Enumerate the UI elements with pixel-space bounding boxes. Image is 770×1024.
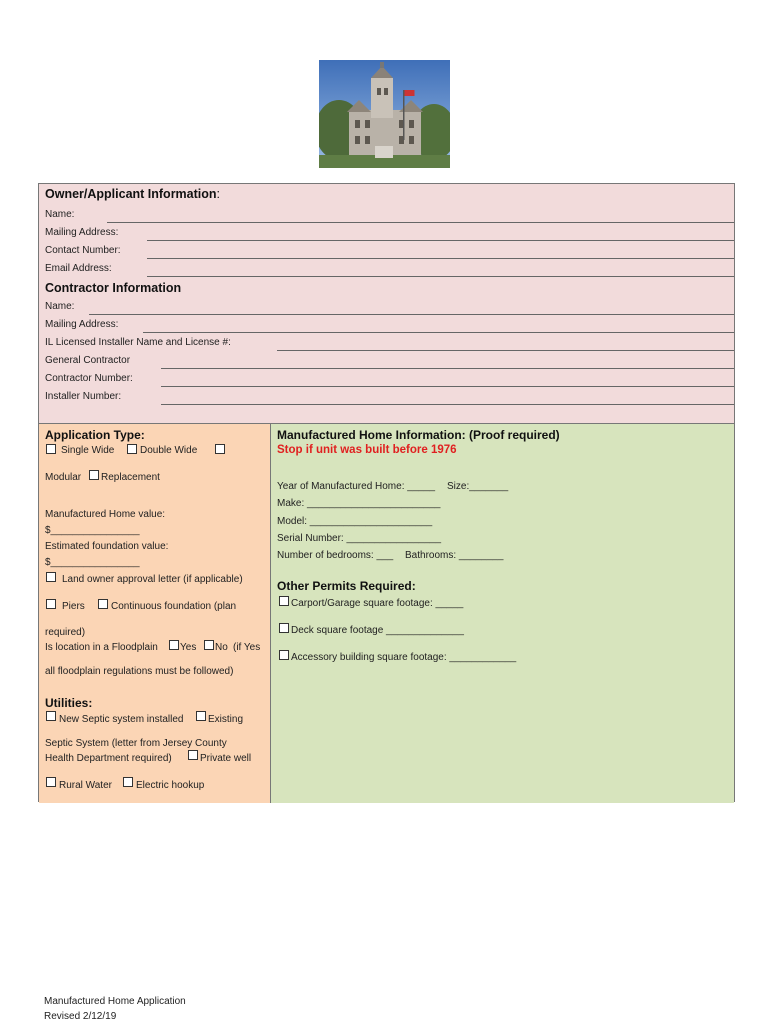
owner-name-label: Name: xyxy=(45,209,75,220)
home-value-label: Manufactured Home value: xyxy=(45,509,166,520)
bathrooms-field[interactable]: Bathrooms: ________ xyxy=(405,550,504,561)
other-permits-heading: Other Permits Required: xyxy=(277,579,416,593)
carport-label: Carport/Garage square footage: _____ xyxy=(291,598,464,609)
rural-water-label: Rural Water xyxy=(59,780,112,791)
single-wide-checkbox[interactable] xyxy=(46,444,56,454)
double-wide-checkbox[interactable] xyxy=(127,444,137,454)
contractor-mailing-label: Mailing Address: xyxy=(45,319,119,330)
foundation-value-field[interactable]: $________________ xyxy=(45,557,140,568)
owner-heading: Owner/Applicant Information: xyxy=(45,187,221,201)
continuous-foundation-checkbox[interactable] xyxy=(98,599,108,609)
carport-checkbox[interactable] xyxy=(279,596,289,606)
health-department-text: Health Department required) xyxy=(45,753,172,764)
continuous-foundation-label: Continuous foundation (plan xyxy=(111,601,237,612)
bedrooms-field[interactable]: Number of bedrooms: ___ xyxy=(277,550,394,561)
electric-hookup-checkbox[interactable] xyxy=(123,777,133,787)
accessory-building-checkbox[interactable] xyxy=(279,650,289,660)
single-wide-label: Single Wide xyxy=(61,445,115,456)
contractor-mailing-field[interactable] xyxy=(143,332,734,333)
deck-label: Deck square footage ______________ xyxy=(291,625,464,636)
modular-label: Modular xyxy=(45,472,82,483)
contractor-name-field[interactable] xyxy=(89,314,734,315)
floodplain-no-checkbox[interactable] xyxy=(204,640,214,650)
piers-checkbox[interactable] xyxy=(46,599,56,609)
owner-name-field[interactable] xyxy=(107,222,734,223)
installer-license-field[interactable] xyxy=(277,350,734,351)
floodplain-note: all floodplain regulations must be followed) xyxy=(45,666,234,677)
model-field[interactable]: Model: ______________________ xyxy=(277,516,433,527)
owner-email-field[interactable] xyxy=(147,276,734,277)
home-info-heading: Manufactured Home Information: (Proof required) xyxy=(277,428,560,442)
contractor-number-label: Contractor Number: xyxy=(45,373,133,384)
floodplain-yes-label: Yes xyxy=(180,642,197,653)
year-field[interactable]: Year of Manufactured Home: _____ xyxy=(277,481,436,492)
application-form xyxy=(38,183,735,802)
double-wide-label: Double Wide xyxy=(140,445,198,456)
contractor-heading: Contractor Information xyxy=(45,281,182,295)
floodplain-if-yes-text: (if Yes xyxy=(233,642,261,653)
footer-title: Manufactured Home Application xyxy=(44,996,186,1007)
private-well-label: Private well xyxy=(200,753,252,764)
serial-number-field[interactable]: Serial Number: _________________ xyxy=(277,533,442,544)
home-information-section xyxy=(271,423,734,803)
courthouse-photo xyxy=(319,60,450,168)
plan-required-text: required) xyxy=(45,627,86,638)
application-type-section xyxy=(39,423,271,803)
make-field[interactable]: Make: ________________________ xyxy=(277,498,441,509)
home-value-field[interactable]: $________________ xyxy=(45,525,140,536)
owner-contractor-section xyxy=(39,184,734,423)
owner-contact-field[interactable] xyxy=(147,258,734,259)
land-owner-label: Land owner approval letter (if applicable) xyxy=(62,574,243,585)
installer-number-label: Installer Number: xyxy=(45,391,122,402)
general-contractor-label: General Contractor xyxy=(45,355,131,366)
owner-email-label: Email Address: xyxy=(45,263,112,274)
accessory-building-label: Accessory building square footage: ____________ xyxy=(291,652,517,663)
floodplain-yes-checkbox[interactable] xyxy=(169,640,179,650)
electric-hookup-label: Electric hookup xyxy=(136,780,205,791)
general-contractor-field[interactable] xyxy=(161,368,734,369)
application-type-heading: Application Type: xyxy=(45,428,145,442)
replacement-checkbox[interactable] xyxy=(89,470,99,480)
owner-mailing-label: Mailing Address: xyxy=(45,227,119,238)
floodplain-no-label: No xyxy=(215,642,228,653)
size-field[interactable]: Size:_______ xyxy=(447,481,509,492)
owner-mailing-field[interactable] xyxy=(147,240,734,241)
existing-septic-label: Existing xyxy=(208,714,244,725)
installer-license-label: IL Licensed Installer Name and License #: xyxy=(45,337,231,348)
septic-system-text: Septic System (letter from Jersey County xyxy=(45,738,227,749)
contractor-number-field[interactable] xyxy=(161,386,734,387)
replacement-label: Replacement xyxy=(101,472,160,483)
foundation-value-label: Estimated foundation value: xyxy=(45,541,169,552)
private-well-checkbox[interactable] xyxy=(188,750,198,760)
floodplain-label: Is location in a Floodplain xyxy=(45,642,158,653)
footer-revision: Revised 2/12/19 xyxy=(44,1011,117,1022)
deck-checkbox[interactable] xyxy=(279,623,289,633)
piers-label: Piers xyxy=(62,601,85,612)
installer-number-field[interactable] xyxy=(161,404,734,405)
land-owner-checkbox[interactable] xyxy=(46,572,56,582)
rural-water-checkbox[interactable] xyxy=(46,777,56,787)
build-year-warning: Stop if unit was built before 1976 xyxy=(277,444,457,456)
new-septic-checkbox[interactable] xyxy=(46,711,56,721)
existing-septic-checkbox[interactable] xyxy=(196,711,206,721)
utilities-heading: Utilities: xyxy=(45,696,93,710)
owner-contact-label: Contact Number: xyxy=(45,245,121,256)
modular-checkbox[interactable] xyxy=(215,444,225,454)
new-septic-label: New Septic system installed xyxy=(59,714,184,725)
contractor-name-label: Name: xyxy=(45,301,75,312)
